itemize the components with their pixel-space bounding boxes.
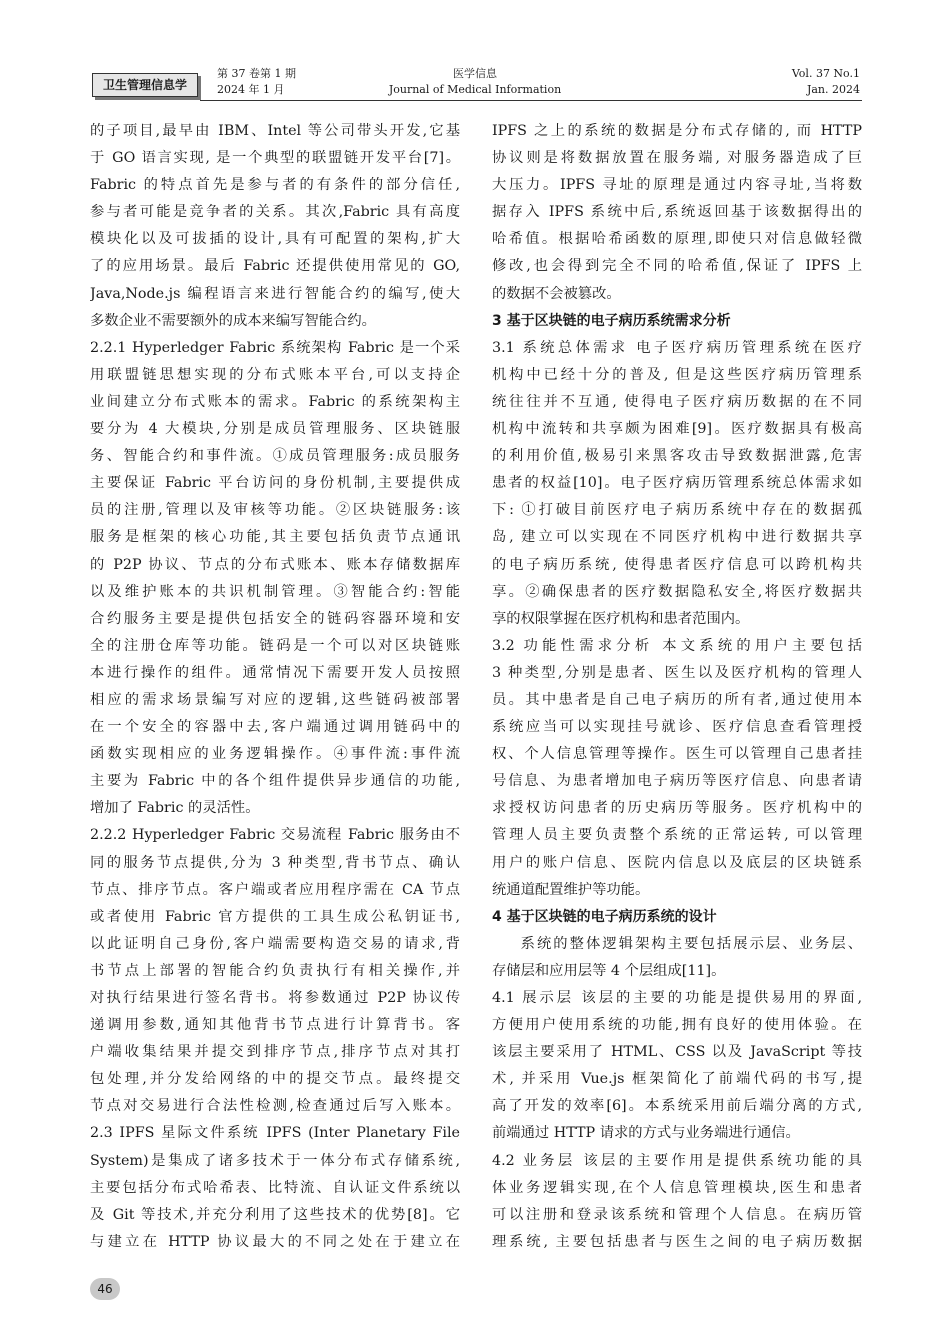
issue-date-en: Jan. 2024 <box>806 83 860 96</box>
text-line: 主要保证 Fabric 平台访问的身份机制,主要提供成 <box>90 475 460 492</box>
text-line: 协议则是将数据放置在服务端, 对服务器造成了巨 <box>492 150 862 167</box>
section-heading: 4 基于区块链的电子病历系统的设计 <box>492 908 717 925</box>
text-line: 机构中流转和共享颇为困难[9]。医疗数据具有极高 <box>492 421 862 438</box>
text-line: 本进行操作的组件。通常情况下需要开发人员按照 <box>90 664 460 681</box>
text-line: 以及维护账本的共识机制管理。③智能合约:智能 <box>90 583 460 600</box>
text-line: 合约服务主要是提供包括安全的链码容器环境和安 <box>90 610 460 627</box>
text-line: 同的服务节点提供,分为 3 种类型,背书节点、确认 <box>90 854 460 871</box>
text-line: 用联盟链思想实现的分布式账本平台,可以支持企 <box>90 366 460 383</box>
text-line: 以此证明自己身份,客户端需要构造交易的请求,背 <box>90 935 460 952</box>
text-line: 的电子病历系统, 使得患者医疗信息可以跨机构共 <box>492 556 862 573</box>
text-line: 机构中已经十分的普及, 但是这些医疗病历管理系 <box>492 366 862 383</box>
page-header <box>0 0 950 100</box>
text-line: 享。②确保患者的医疗数据隐私安全,将医疗数据共 <box>492 583 862 600</box>
issue-volume-en: Vol. 37 No.1 <box>791 67 860 80</box>
text-line: 多数企业不需要额外的成本来编写智能合约。 <box>90 312 376 329</box>
text-line: 对执行结果进行签名背书。将参数通过 P2P 协议传 <box>90 990 460 1006</box>
text-line: 2.2.1 Hyperledger Fabric 系统架构 Fabric 是一个采 <box>90 339 460 356</box>
journal-title-en: Journal of Medical Information <box>388 83 562 96</box>
header-rule <box>200 100 862 101</box>
text-line: 书节点上部署的智能合约负责执行有相关操作,并 <box>90 962 460 979</box>
text-line: System)是集成了诸多技术于一体分布式存储系统, <box>90 1152 460 1169</box>
issue-info-en <box>792 66 860 98</box>
text-line: 岛, 建立可以实现在不同医疗机构中进行数据共享 <box>492 529 862 546</box>
text-line: 包处理,并分发给网络的中的提交节点。最终提交 <box>90 1071 460 1088</box>
text-line: 业间建立分布式账本的需求。Fabric 的系统架构主 <box>90 393 460 410</box>
text-line: 户端收集结果并提交到排序节点,排序节点对其打 <box>90 1044 460 1061</box>
text-line: 节点、排序节点。客户端或者应用程序需在 CA 节点 <box>90 881 460 898</box>
text-line: 前端通过 HTTP 请求的方式与业务端进行通信。 <box>492 1125 800 1142</box>
text-line: 求授权访问患者的历史病历等服务。医疗机构中的 <box>492 800 862 817</box>
text-line: 的 P2P 协议、节点的分布式账本、账本存储数据库 <box>90 556 460 573</box>
text-line: 主要包括分布式哈希表、比特流、自认证文件系统以 <box>90 1179 460 1196</box>
left-column <box>90 118 460 1256</box>
text-line: 参与者可能是竞争者的关系。其次,Fabric 具有高度 <box>90 204 460 221</box>
text-line: 及 Git 等技术,并充分利用了这些技术的优势[8]。它 <box>90 1206 460 1223</box>
issue-info <box>217 66 296 98</box>
text-line: 该层主要采用了 HTML、CSS 以及 JavaScript 等技 <box>492 1044 862 1061</box>
text-line: 患者的权益[10]。电子医疗病历管理系统总体需求如 <box>492 475 862 492</box>
text-line: 于 GO 语言实现, 是一个典型的联盟链开发平台[7]。 <box>90 150 460 167</box>
page-number: 46 <box>90 1278 120 1300</box>
journal-section-tag: 卫生管理信息学 <box>92 73 198 97</box>
text-line: 统通道配置维护等功能。 <box>492 881 650 898</box>
text-line: 系统应当可以实现挂号就诊、医疗信息查看管理授 <box>492 719 862 736</box>
text-line: 的利用价值,极易引来黑客攻击导致数据泄露,危害 <box>492 448 862 465</box>
text-line: 函数实现相应的业务逻辑操作。④事件流:事件流 <box>90 746 460 763</box>
text-line: 务、智能合约和事件流。①成员管理服务:成员服务 <box>90 448 460 465</box>
text-line: 理系统, 主要包括患者与医生之间的电子病历数据 <box>492 1233 862 1250</box>
text-line: 存储层和应用层等 4 个层组成[11]。 <box>492 962 726 979</box>
text-line: 了的应用场景。最后 Fabric 还提供使用常见的 GO, <box>90 258 460 275</box>
text-line: 3 种类型,分别是患者、医生以及医疗机构的管理人 <box>492 664 862 681</box>
right-column <box>492 118 862 1256</box>
text-line: 的子项目,最早由 IBM、Intel 等公司带头开发,它基 <box>90 123 460 139</box>
text-line: 全的注册仓库等功能。链码是一个可以对区块链账 <box>90 637 460 654</box>
text-line: 4.1 展示层 该层的主要的功能是提供易用的界面, <box>492 990 862 1006</box>
text-line: 修改,也会得到完全不同的哈希值,保证了 IPFS 上 <box>492 258 862 275</box>
journal-title-cn: 医学信息 <box>453 67 497 80</box>
text-line: 用户的账户信息、医院内信息以及底层的区块链系 <box>492 854 862 871</box>
text-line: 服务是框架的核心功能,其主要包括负责节点通讯 <box>90 529 460 546</box>
text-line: 要分为 4 大模块,分别是成员管理服务、区块链服 <box>90 421 460 438</box>
text-line: 大压力。IPFS 寻址的原理是通过内容寻址,当将数 <box>492 177 862 194</box>
text-line: IPFS 之上的系统的数据是分布式存储的, 而 HTTP <box>492 123 862 139</box>
text-line: Fabric 的特点首先是参与者的有条件的部分信任, <box>90 177 460 194</box>
text-line: 节点对交易进行合法性检测,检查通过后写入账本。 <box>90 1098 460 1115</box>
text-line: 下: ①打破目前医疗电子病历系统中存在的数据孤 <box>492 502 862 519</box>
text-line: 的数据不会被篡改。 <box>492 285 621 302</box>
text-line: 2.2.2 Hyperledger Fabric 交易流程 Fabric 服务由不 <box>90 827 460 844</box>
issue-date: 2024 年 1 月 <box>217 83 285 96</box>
text-line: 增加了 Fabric 的灵活性。 <box>90 800 260 817</box>
text-line: 术, 并采用 Vue.js 框架简化了前端代码的书写,提 <box>492 1071 862 1088</box>
issue-volume: 第 37 卷第 1 期 <box>217 67 296 80</box>
text-line: 员的注册,管理以及审核等功能。②区块链服务:该 <box>90 502 460 519</box>
text-line: 3.1 系统总体需求 电子医疗病历管理系统在医疗 <box>492 339 862 356</box>
text-line: 系统的整体逻辑架构主要包括展示层、业务层、 <box>520 935 862 952</box>
text-line: 3.2 功能性需求分析 本文系统的用户主要包括 <box>492 637 862 654</box>
text-line: 管理人员主要负责整个系统的正常运转, 可以管理 <box>492 827 862 844</box>
text-line: 方便用户使用系统的功能,拥有良好的使用体验。在 <box>492 1017 862 1034</box>
text-line: 高了开发的效率[6]。本系统采用前后端分离的方式, <box>492 1098 862 1115</box>
text-line: 统往往并不互通, 使得电子医疗病历数据的在不同 <box>492 393 862 410</box>
text-line: 号信息、为患者增加电子病历等医疗信息、向患者请 <box>492 773 862 790</box>
text-line: 权、个人信息管理等操作。医生可以管理自己患者挂 <box>492 746 862 763</box>
text-line: 2.3 IPFS 星际文件系统 IPFS (Inter Planetary File <box>90 1125 460 1142</box>
text-line: Java,Node.js 编程语言来进行智能合约的编写,使大 <box>90 285 460 302</box>
text-line: 模块化以及可拔插的设计,具有可配置的架构,扩大 <box>90 231 460 248</box>
text-line: 递调用参数,通知其他背书节点进行计算背书。客 <box>90 1017 460 1034</box>
text-line: 在一个安全的容器中去,客户端通过调用链码中的 <box>90 719 460 736</box>
text-line: 据存入 IPFS 系统中后,系统返回基于该数据得出的 <box>492 204 862 221</box>
text-line: 哈希值。根据哈希函数的原理,即使只对信息做轻微 <box>492 231 862 248</box>
text-line: 主要为 Fabric 中的各个组件提供异步通信的功能, <box>90 773 460 790</box>
text-line: 可以注册和登录该系统和管理个人信息。在病历管 <box>492 1206 862 1223</box>
text-line: 相应的需求场景编写对应的逻辑,这些链码被部署 <box>90 691 460 708</box>
text-line: 或者使用 Fabric 官方提供的工具生成公私钥证书, <box>90 908 460 925</box>
section-heading: 3 基于区块链的电子病历系统需求分析 <box>492 312 731 329</box>
text-line: 员。其中患者是自己电子病历的所有者,通过使用本 <box>492 691 862 708</box>
text-line: 4.2 业务层 该层的主要作用是提供系统功能的具 <box>492 1152 862 1169</box>
text-line: 与建立在 HTTP 协议最大的不同之处在于建立在 <box>90 1233 460 1250</box>
text-line: 享的权限掌握在医疗机构和患者范围内。 <box>492 610 750 627</box>
text-line: 体业务逻辑实现,在个人信息管理模块,医生和患者 <box>492 1179 862 1196</box>
